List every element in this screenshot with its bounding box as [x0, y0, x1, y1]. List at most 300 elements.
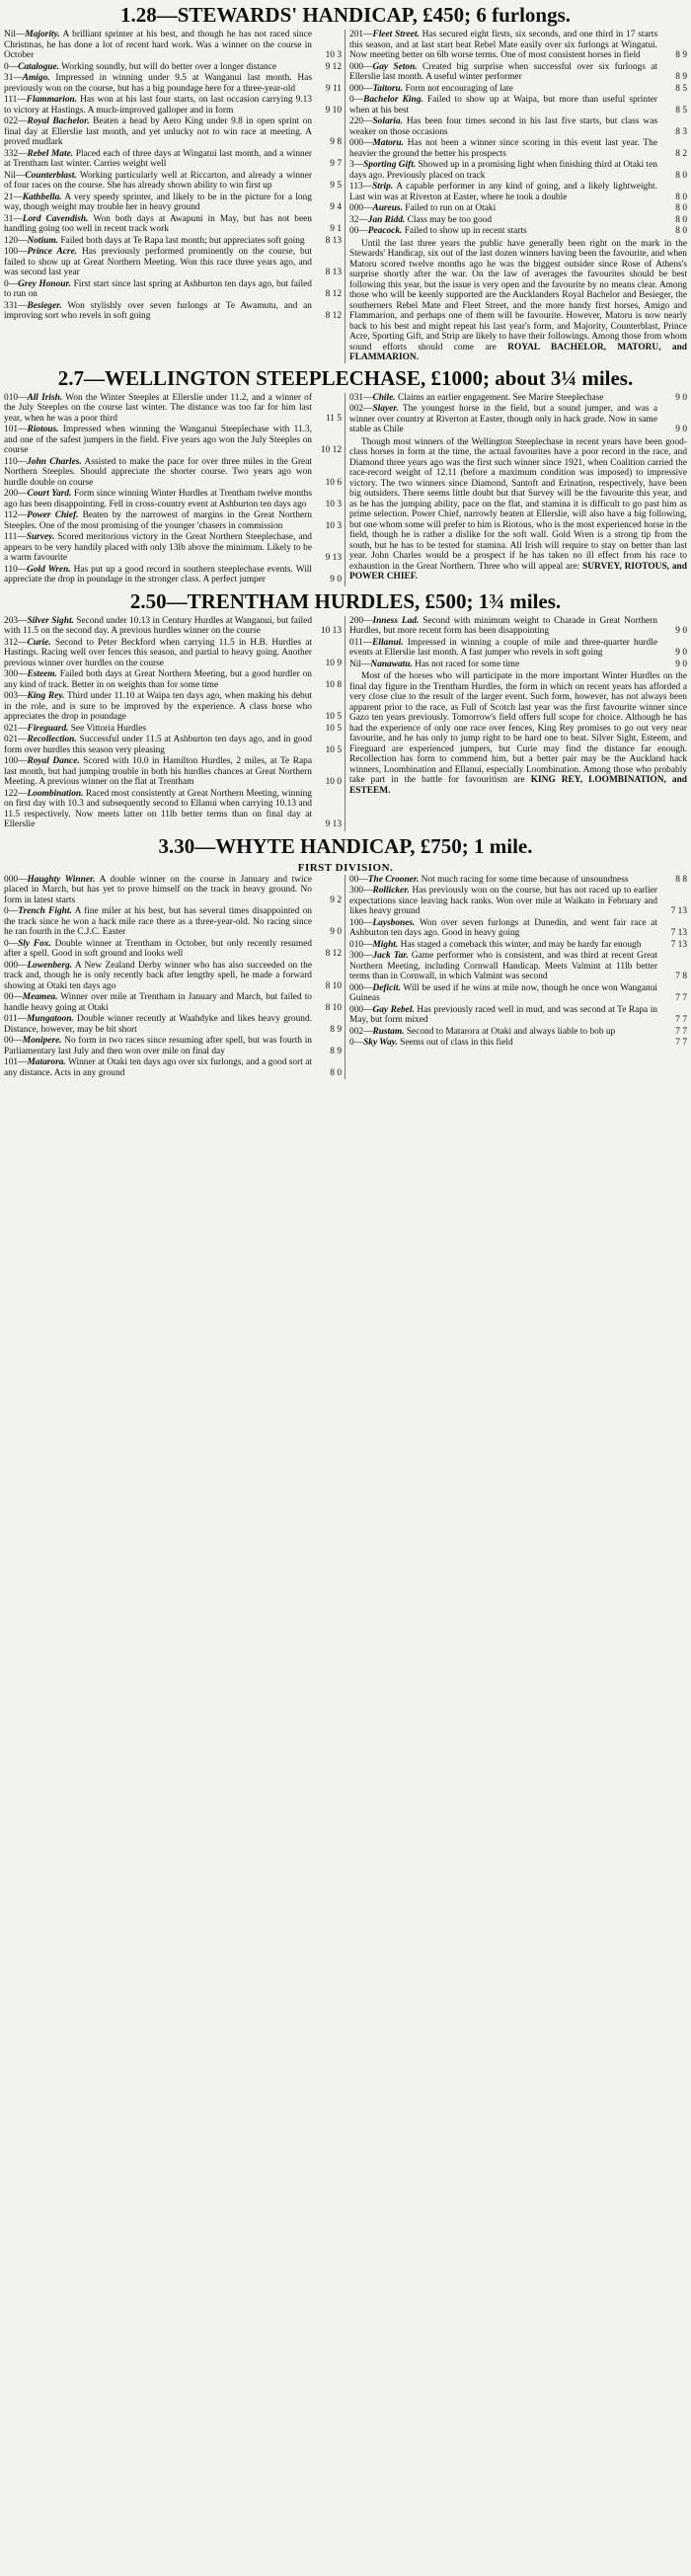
horse-comment: Has staged a comeback this winter, and may be hardy far enough — [398, 939, 642, 950]
form-figures: 0 — [349, 1038, 354, 1048]
entry-row — [4, 457, 342, 489]
form-figures: 111 — [4, 532, 18, 542]
form-dash: — — [358, 874, 368, 885]
entry-row — [349, 404, 687, 435]
horse-entry — [4, 565, 342, 585]
entry-text — [349, 393, 657, 404]
entry-text — [349, 182, 657, 202]
entry-row — [4, 992, 342, 1013]
horse-entry — [4, 1014, 342, 1035]
form-figures: Nil — [4, 170, 16, 181]
form-figures: 0 — [4, 938, 9, 949]
horse-entry — [349, 983, 687, 1004]
horse-entry — [4, 171, 342, 192]
form-dash: — — [18, 489, 28, 499]
form-dash: — — [17, 456, 28, 467]
form-figures: Nil — [4, 30, 16, 39]
race-list — [0, 0, 691, 1079]
form-figures: 010 — [349, 939, 364, 950]
horse-entry — [4, 906, 342, 938]
entry-text — [349, 1027, 657, 1038]
entry-text — [4, 961, 312, 992]
horse-weight: 10 3 — [325, 499, 342, 509]
horse-entry — [4, 939, 342, 960]
horse-comment: Won over seven furlongs at Dunedin, and went fair race at Ashburton ten days ago. Good in heavy going — [349, 917, 657, 938]
horse-comment: A brilliant sprinter at his best, and though he has not raced since Christmas, he has done a lot of recent hard work. Was a winner on the course in October — [4, 30, 312, 60]
entry-row — [349, 138, 687, 159]
horse-weight: 10 9 — [325, 658, 342, 668]
horse-comment: Double winner at Trentham in October, but only recently resumed after a spell. Good in soft ground and looks well — [4, 938, 312, 959]
horse-name: Laysbones. — [372, 917, 416, 928]
form-figures: 300 — [349, 886, 364, 896]
horse-entry — [4, 756, 342, 788]
horse-comment: The youngest horse in the field, but a sound jumper, and was a winner over country at Riverton at Easter, though only in hack grade. Now in same stable as Chile — [349, 404, 657, 434]
horse-entry — [349, 404, 687, 435]
race-section — [4, 831, 687, 1080]
horse-name: Fireguard. — [27, 723, 69, 734]
horse-weight: 9 2 — [330, 895, 342, 905]
horse-weight: 8 8 — [675, 874, 687, 885]
form-figures: 21 — [4, 192, 14, 202]
form-dash: — — [17, 532, 27, 542]
entry-text — [349, 951, 657, 982]
horse-entry — [4, 1036, 342, 1056]
form-dash: — — [18, 1057, 28, 1067]
form-dash: — — [18, 247, 28, 257]
horse-entry — [4, 616, 342, 637]
horse-name: Grey Honour. — [18, 278, 71, 289]
entry-text — [4, 565, 312, 585]
entry-text — [4, 1057, 312, 1078]
horse-weight: 7 7 — [675, 1038, 687, 1048]
horse-comment: Failed both days at Te Rapa last month; but appreciates soft going — [57, 235, 305, 246]
form-figures: 00 — [4, 992, 14, 1002]
entry-row — [4, 691, 342, 723]
entry-text — [349, 616, 657, 637]
form-figures: 300 — [4, 669, 19, 679]
horse-name: Notium. — [27, 235, 58, 246]
horse-comment: Class may be too good — [405, 214, 493, 225]
form-figures: 300 — [349, 951, 364, 961]
form-figures: Nil — [349, 659, 361, 669]
horse-comment: Showed up in a promising light when finishing third at Otaki ten days ago. Previously placed on track — [349, 160, 657, 181]
form-figures: 00 — [4, 1036, 14, 1046]
horse-entry — [349, 951, 687, 982]
form-dash: — — [17, 564, 28, 575]
horse-comment: Scored meritorious victory in the Great Northern Steeplechase, and appears to be very handily placed with only 13lb above the minimum. Likely to be a warm favourite — [4, 532, 312, 563]
horse-name: Lord Cavendish. — [22, 213, 89, 224]
form-figures: 022 — [4, 117, 19, 126]
form-figures: 200 — [4, 489, 19, 499]
horse-entry — [349, 918, 687, 939]
left-column — [4, 875, 346, 1080]
entry-row — [4, 489, 342, 509]
horse-name: Bachelor King. — [363, 95, 423, 105]
form-dash: — — [8, 906, 19, 916]
race-comment — [349, 437, 687, 583]
form-figures: 011 — [349, 637, 363, 648]
horse-comment: Second under 10.13 in Century Hurdles at Wanganui, but failed with 11.5 on the second day. A previous hurdles winner on the course — [4, 615, 313, 636]
horse-name: Haughty Winner. — [27, 874, 96, 885]
horse-entry — [349, 117, 687, 137]
entry-text — [4, 735, 312, 755]
right-column — [346, 393, 687, 586]
entry-row — [349, 182, 687, 202]
horse-weight: 8 0 — [675, 226, 687, 236]
comment-text: Most of the horses who will participate in the more important Winter Hurdles on the final day figure in the Trentham Hurdles, the form in which on recent years has afforded a very close clue to the result of the larger event. Such form, however, has not always been apparent prior to the race, as Full of Scotch last year was the first favourite winner since Gazo ten years previously. Tomorrow's field offers full scope for choice. Although he has had the experience of only one race over fences, King Rey promises to go out very near favourite, and he has only to jump right to be hard one to beat. Silver Sight, Esteem, and Fireguard are experienced jumpers, but Curie may find the distance far enough. Recollection has form to commend him, but a better pair may be the Auckland hack winners, Loombination and Ellanui, especially Loombination. Among those who probably take part in the battle for favouritism are — [349, 671, 687, 785]
entry-text — [4, 193, 312, 213]
form-figures: 110 — [4, 456, 18, 467]
horse-name: Inness Lad. — [372, 615, 420, 626]
form-figures: 021 — [4, 723, 19, 734]
form-figures: 000 — [4, 874, 19, 885]
entry-row — [4, 193, 342, 213]
entry-row — [4, 214, 342, 235]
horse-comment: Form since winning Winter Hurdles at Trentham twelve months ago has been disappointing. Fell in cross-country event at Ashburton ten days ago — [4, 489, 312, 509]
horse-entry — [4, 62, 342, 73]
entry-row — [349, 393, 687, 404]
form-dash: — — [15, 170, 26, 181]
entry-text — [349, 160, 657, 181]
horse-weight: 9 0 — [675, 648, 687, 658]
entry-text — [4, 62, 312, 73]
race-section — [4, 0, 687, 363]
entry-row — [349, 940, 687, 951]
entry-row — [4, 247, 342, 278]
entry-row — [349, 616, 687, 637]
form-figures: 101 — [4, 425, 19, 434]
horse-name: Trench Fight. — [18, 906, 72, 916]
horse-entry — [4, 457, 342, 489]
form-dash: — — [13, 992, 23, 1002]
form-figures: 003 — [4, 691, 19, 701]
horse-name: Besieger. — [27, 300, 62, 311]
horse-entry — [4, 30, 342, 61]
horse-entry — [349, 1027, 687, 1038]
form-dash: — — [18, 669, 28, 679]
form-figures: 002 — [349, 404, 364, 414]
horse-comment: Working particularly well at Riccarton, and already a winner of four races on the course. She has already shown ability to win first up — [4, 170, 312, 191]
horse-comment: A capable performer in any kind of going, and a likely lightweight. Last win was at Riverton at Easter, where he took a double — [349, 182, 657, 202]
horse-comment: Second to Matarora at Otaki and always liable to bob up — [404, 1026, 616, 1037]
entry-text — [349, 404, 657, 435]
horse-comment: Has previously won on the course, but has not raced up to earlier expectations since leaving hack ranks. Won over mile at Waikato in February and likes heavy ground — [349, 886, 657, 916]
form-dash: — — [13, 192, 23, 202]
form-dash: — — [363, 61, 373, 72]
form-dash: — — [8, 61, 19, 72]
entry-row — [4, 301, 342, 322]
horse-comment: Has previously raced well in mud, and was second at Te Rapa in May, but form mixed — [349, 1004, 657, 1025]
entry-text — [4, 532, 312, 564]
horse-weight: 9 0 — [330, 575, 342, 585]
horse-name: Nanawatu. — [370, 659, 413, 669]
entry-row — [349, 875, 687, 886]
horse-weight: 9 7 — [330, 159, 342, 169]
horse-name: Royal Bachelor. — [27, 117, 90, 126]
horse-name: Recollection. — [27, 735, 77, 744]
entry-row — [4, 62, 342, 73]
horse-weight: 10 3 — [325, 520, 342, 531]
entry-text — [4, 73, 312, 94]
horse-name: Silver Sight. — [27, 615, 74, 626]
entry-row — [4, 117, 342, 148]
form-figures: 100 — [4, 247, 19, 257]
entry-text — [4, 939, 312, 960]
entry-text — [349, 30, 657, 61]
horse-comment: Successful under 11.5 at Ashburton ten days ago, and in good form over hurdles this season very pleasing — [4, 735, 312, 755]
form-figures: 200 — [349, 615, 364, 626]
horse-name: Gold Wren. — [27, 564, 71, 575]
horse-name: Sky Way. — [363, 1038, 398, 1048]
right-column — [346, 30, 687, 363]
horse-entry — [349, 616, 687, 637]
horse-comment: Won both days at Awapuni in May, but has not been handling going too well in recent track work — [4, 213, 312, 234]
horse-name: Might. — [372, 939, 399, 950]
form-dash: — — [17, 1014, 28, 1024]
horse-weight: 10 6 — [325, 477, 342, 488]
horse-name: Strip. — [372, 182, 394, 192]
horse-entry — [4, 393, 342, 425]
horse-name: Chile. — [372, 392, 396, 403]
entry-text — [349, 117, 657, 137]
horse-entry — [349, 1005, 687, 1026]
entry-row — [4, 735, 342, 755]
horse-comment: A double winner on the course in January and twice placed in March, but has yet to prove himself on the track in heavy ground. No form in latest starts — [4, 874, 312, 905]
entry-row — [349, 660, 687, 670]
horse-weight: 8 12 — [325, 311, 342, 321]
entry-row — [349, 638, 687, 659]
horse-name: Fleet Street. — [372, 30, 420, 39]
horse-comment: Beaten by the narrowest of margins in the Great Northern Steeples. One of the most promising of the younger 'chasers in commission — [4, 510, 312, 531]
entry-row — [349, 215, 687, 226]
entry-text — [4, 992, 312, 1013]
horse-name: Court Yard. — [27, 489, 72, 499]
horse-weight: 9 12 — [325, 61, 342, 72]
form-dash: — — [18, 425, 28, 434]
entry-row — [349, 983, 687, 1004]
horse-name: Flammarion. — [26, 95, 78, 105]
entry-text — [4, 117, 312, 148]
horse-entry — [4, 1057, 342, 1078]
horse-weight: 10 3 — [325, 50, 342, 60]
horse-comment: A very speedy sprinter, and likely to be in the picture for a long way, though weight may trouble her in heavy ground — [4, 192, 312, 212]
right-column — [346, 875, 687, 1080]
form-figures: 00 — [349, 226, 359, 236]
horse-entry — [4, 247, 342, 278]
entry-text — [4, 669, 312, 690]
selections: ROYAL BACHELOR, MATORU, and FLAMMARION. — [349, 342, 687, 362]
entry-row — [4, 73, 342, 94]
horse-weight: 8 0 — [675, 192, 687, 202]
entry-text — [349, 1005, 657, 1026]
horse-weight: 8 12 — [325, 289, 342, 299]
horse-comment: Impressed when winning the Wanganui Steeplechase with 11.3, and one of the safest jumpers in the field. Five years ago won the July Steeples on course — [4, 425, 312, 455]
horse-entry — [4, 117, 342, 148]
horse-comment: Raced most consistently at Great Northern Meeting, winning on first day with 10.3 and subsequently second to Ellanui when carrying 10.13 and 11.5 respectively. Now meets latter on 11lb better terms than on final day at Ellerslie — [4, 788, 312, 829]
entry-row — [4, 510, 342, 531]
horse-weight: 10 8 — [325, 679, 342, 690]
horse-comment: A fine miler at his best, but has several times disappointed on the track since he won a hack mile race there as a three-year-old. No racing since he ran fourth in the C.J.C. Easter — [4, 906, 312, 937]
horse-weight: 9 13 — [325, 553, 342, 563]
horse-comment: First start since last spring at Ashburton ten days ago, but failed to run on — [4, 278, 312, 299]
entry-text — [349, 203, 657, 214]
form-dash: — — [363, 1004, 373, 1015]
entry-text — [4, 616, 312, 637]
entry-row — [349, 30, 687, 61]
race-columns — [4, 393, 687, 586]
form-figures: 000 — [349, 203, 364, 213]
horse-name: Catalogue. — [18, 61, 59, 72]
horse-name: Amigo. — [22, 73, 50, 83]
entry-text — [349, 62, 657, 83]
form-dash: — — [18, 235, 28, 246]
entry-text — [349, 918, 657, 939]
horse-comment: Has previously performed prominently on the course, but failed to show up at Great Northern Meeting. Won this race three years ago, and was second last year — [4, 247, 312, 277]
horse-weight: 8 3 — [675, 126, 687, 137]
entry-row — [349, 117, 687, 137]
form-dash: — — [15, 30, 26, 39]
horse-weight: 9 0 — [675, 626, 687, 636]
entry-row — [349, 1038, 687, 1049]
entry-row — [4, 789, 342, 830]
form-figures: 31 — [4, 213, 14, 224]
horse-weight: 8 13 — [325, 268, 342, 277]
horse-weight: 8 5 — [675, 105, 687, 116]
race-comment — [349, 239, 687, 363]
horse-entry — [349, 638, 687, 659]
form-figures: 113 — [349, 182, 363, 192]
form-dash: — — [363, 117, 373, 126]
selections: KING REY, LOOMBINATION, and ESTEEM. — [349, 775, 687, 796]
entry-text — [349, 95, 657, 116]
entry-row — [4, 236, 342, 247]
horse-weight: 9 10 — [325, 105, 342, 116]
form-figures: 031 — [349, 392, 364, 403]
horse-entry — [4, 489, 342, 509]
entry-text — [349, 886, 657, 917]
horse-name: Loombination. — [27, 788, 84, 799]
race-comment — [349, 671, 687, 796]
entry-text — [4, 171, 312, 192]
form-dash: — — [18, 637, 28, 648]
division-heading: FIRST DIVISION. — [297, 861, 394, 874]
entry-row — [4, 1014, 342, 1035]
horse-entry — [4, 992, 342, 1013]
race-columns — [4, 875, 687, 1080]
form-figures: 00 — [349, 874, 359, 885]
horse-entry — [4, 961, 342, 992]
form-figures: 000 — [349, 61, 364, 72]
horse-entry — [4, 875, 342, 906]
form-figures: 000 — [349, 83, 364, 94]
horse-weight: 7 13 — [670, 928, 687, 938]
horse-weight: 8 5 — [675, 83, 687, 94]
entry-row — [4, 30, 342, 61]
race-columns — [4, 30, 687, 363]
form-dash: — — [363, 939, 373, 950]
horse-name: Deficit. — [372, 982, 401, 993]
entry-text — [4, 1036, 312, 1056]
form-dash: — — [363, 138, 373, 148]
form-dash: — — [363, 1026, 373, 1037]
horse-weight: 9 0 — [675, 392, 687, 403]
horse-weight: 8 10 — [325, 980, 342, 991]
horse-entry — [4, 193, 342, 213]
form-dash: — — [17, 510, 28, 520]
horse-comment: Double winner recently at Waahdyke and likes heavy ground. Distance, however, may be bit short — [4, 1014, 312, 1035]
form-figures: 000 — [349, 982, 364, 993]
form-figures: 122 — [4, 788, 19, 799]
horse-weight: 8 12 — [325, 949, 342, 959]
entry-row — [4, 279, 342, 300]
horse-comment: Claims an earlier engagement. See Marire Steeplechase — [395, 392, 604, 403]
horse-weight: 7 13 — [670, 939, 687, 950]
form-figures: 3 — [349, 160, 354, 170]
form-dash: — — [363, 615, 373, 626]
horse-name: Peacock. — [367, 226, 403, 236]
form-figures: 000 — [349, 138, 364, 148]
horse-weight: 9 13 — [325, 820, 342, 829]
form-dash: — — [363, 982, 373, 993]
form-dash: — — [18, 756, 28, 766]
horse-comment: Has not been a winner since scoring in this event last year. The heavier the ground the better his prospects — [349, 138, 657, 159]
race-columns — [4, 616, 687, 831]
horse-comment: Has won at his last four starts, on last occasion carrying 9.13 to victory at Hastings. A much-improved galloper and in form — [4, 95, 312, 116]
left-column — [4, 30, 346, 363]
horse-entry — [349, 940, 687, 951]
horse-comment: Seems out of class in this field — [397, 1038, 513, 1048]
entry-text — [349, 638, 657, 659]
form-dash: — — [353, 160, 364, 170]
entry-text — [349, 983, 657, 1004]
horse-comment: Winner over mile at Trentham in January and March, but failed to handle heavy going at Otaki — [4, 992, 312, 1013]
horse-weight: 7 7 — [675, 993, 687, 1003]
entry-text — [4, 95, 312, 116]
form-figures: 0 — [4, 906, 9, 916]
form-figures: 000 — [4, 960, 19, 971]
horse-weight: 8 9 — [675, 50, 687, 60]
entry-text — [349, 138, 657, 159]
horse-weight: 7 7 — [675, 1026, 687, 1037]
horse-weight: 7 13 — [670, 906, 687, 916]
entry-row — [4, 638, 342, 669]
horse-name: All Irish. — [27, 392, 63, 403]
horse-comment: Not much racing for some time because of unsoundness — [419, 874, 629, 885]
horse-comment: Has not raced for some time — [412, 659, 520, 669]
form-dash: — — [353, 1038, 364, 1048]
form-dash: — — [13, 1036, 23, 1046]
entry-text — [4, 510, 312, 531]
horse-weight: 9 11 — [325, 83, 342, 94]
form-dash: — — [358, 214, 368, 225]
entry-text — [4, 214, 312, 235]
horse-name: Matarora. — [27, 1057, 66, 1067]
form-dash: — — [363, 392, 373, 403]
form-dash: — — [363, 951, 373, 961]
form-figures: 0 — [349, 95, 354, 105]
form-dash: — — [18, 723, 28, 734]
horse-entry — [349, 182, 687, 202]
horse-entry — [4, 236, 342, 247]
form-figures: 021 — [4, 735, 19, 744]
horse-name: King Rey. — [27, 691, 65, 701]
form-dash: — — [18, 874, 28, 885]
horse-entry — [349, 660, 687, 670]
horse-name: Royal Dance. — [27, 756, 80, 766]
comment-text: Though most winners of the Wellington Steeplechase in recent years have been good-class horses in form at the time, the actual favourites have a poor record in the race, and Diamond three years ago was the first such winner since 1921, when Coalition carried the race-record weight of 12.11 (before a maximum condition was imposed) to impressive victory. The two winners since Diamond, Santoft and Erination, respectively, have been big outsiders. There seems little doubt but that Survey will be the favourite this year, and as he has the jumping ability, pace on the flat, and stamina it is difficult to go past him as prime selection. Power Chief, narrowly beaten at Ellerslie, will also have a big following, but one whom some will prefer to him is Riotous, who is the most experienced horse in the field, though he is rather a dislike for the soft wall. Gold Wren is a strong tip from the south, but he has to be tested for stamina. All Irish will require to stay on better than last year. John Charles would be a prospect if he has taken no ill effect from his race to exhaustion in the Great Northern. Three who will appeal are: — [349, 436, 687, 572]
left-column — [4, 393, 346, 586]
horse-entry — [349, 875, 687, 886]
